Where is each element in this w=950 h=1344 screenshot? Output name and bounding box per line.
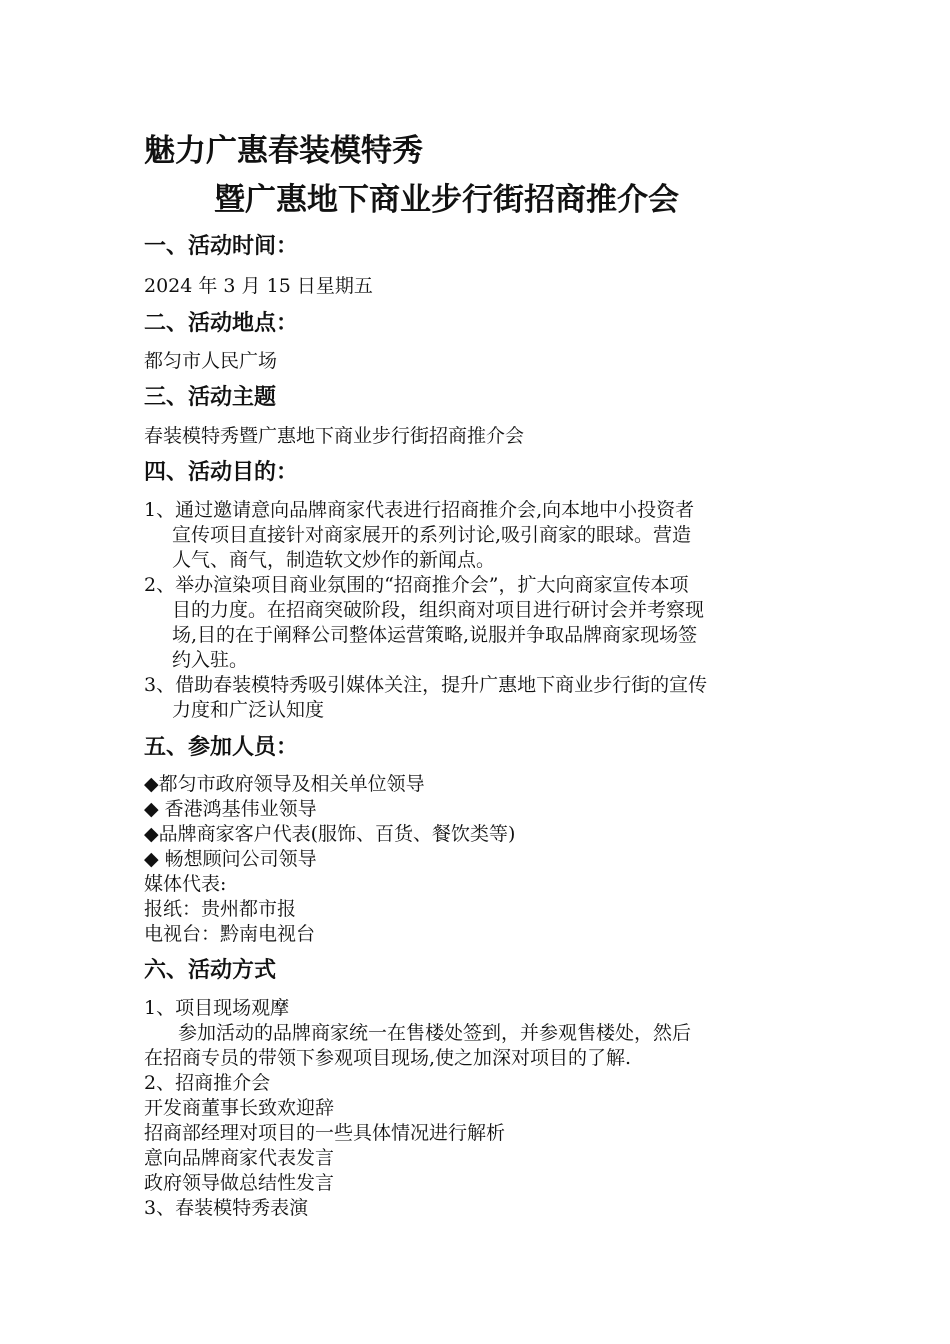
method-line: 政府领导做总结性发言 bbox=[144, 1172, 335, 1194]
method-line: 1、项目现场观摩 bbox=[144, 997, 290, 1019]
method-line: 意向品牌商家代表发言 bbox=[144, 1147, 335, 1169]
section-heading-theme: 三、活动主题 bbox=[144, 385, 277, 410]
purpose-item-2-line-1: 2、举办渲染项目商业氛围的“招商推介会”，扩大向商家宣传本项 bbox=[144, 574, 689, 596]
purpose-item-3-line-1: 3、借助春装模特秀吸引媒体关注，提升广惠地下商业步行街的宣传 bbox=[144, 674, 708, 696]
purpose-item-1-line-2: 宣传项目直接针对商家展开的系列讨论,吸引商家的眼球。营造 bbox=[172, 524, 692, 546]
method-line: 3、春装模特秀表演 bbox=[144, 1197, 309, 1219]
purpose-item-3-line-2: 力度和广泛认知度 bbox=[172, 699, 325, 721]
event-time-text: 2024 年 3 月 15 日星期五 bbox=[144, 275, 373, 297]
attendee-line: ◆都匀市政府领导及相关单位领导 bbox=[144, 773, 425, 795]
attendee-line: ◆ 香港鸿基伟业领导 bbox=[144, 798, 317, 820]
event-theme-text: 春装模特秀暨广惠地下商业步行街招商推介会 bbox=[144, 425, 525, 447]
method-line: 招商部经理对项目的一些具体情况进行解析 bbox=[144, 1122, 506, 1144]
purpose-item-1-line-1: 1、通过邀请意向品牌商家代表进行招商推介会,向本地中小投资者 bbox=[144, 499, 695, 521]
document-title-line-2: 暨广惠地下商业步行街招商推介会 bbox=[214, 182, 679, 218]
method-line: 在招商专员的带领下参观项目现场,使之加深对项目的了解. bbox=[144, 1047, 632, 1069]
media-tv: 电视台：黔南电视台 bbox=[144, 923, 316, 945]
method-line: 2、招商推介会 bbox=[144, 1072, 271, 1094]
section-heading-purpose: 四、活动目的： bbox=[144, 460, 299, 485]
media-newspaper: 报纸：贵州都市报 bbox=[144, 898, 297, 920]
section-heading-attendees: 五、参加人员： bbox=[144, 735, 299, 760]
purpose-item-2-line-3: 场,目的在于阐释公司整体运营策略,说服并争取品牌商家现场签 bbox=[172, 624, 698, 646]
attendee-line: ◆品牌商家客户代表(服饰、百货、餐饮类等) bbox=[144, 823, 516, 845]
purpose-item-2-line-4: 约入驻。 bbox=[172, 649, 249, 671]
section-heading-place: 二、活动地点： bbox=[144, 311, 299, 336]
media-label: 媒体代表: bbox=[144, 873, 227, 895]
method-line: 参加活动的品牌商家统一在售楼处签到，并参观售楼处，然后 bbox=[178, 1022, 692, 1044]
document-title-line-1: 魅力广惠春装模特秀 bbox=[144, 133, 423, 169]
section-heading-time: 一、活动时间： bbox=[144, 234, 299, 259]
purpose-item-2-line-2: 目的力度。在招商突破阶段，组织商对项目进行研讨会并考察现 bbox=[172, 599, 705, 621]
method-line: 开发商董事长致欢迎辞 bbox=[144, 1097, 335, 1119]
purpose-item-1-line-3: 人气、商气，制造软文炒作的新闻点。 bbox=[172, 549, 496, 571]
event-place-text: 都匀市人民广场 bbox=[144, 350, 278, 372]
attendee-line: ◆ 畅想顾问公司领导 bbox=[144, 848, 317, 870]
section-heading-method: 六、活动方式 bbox=[144, 958, 277, 983]
